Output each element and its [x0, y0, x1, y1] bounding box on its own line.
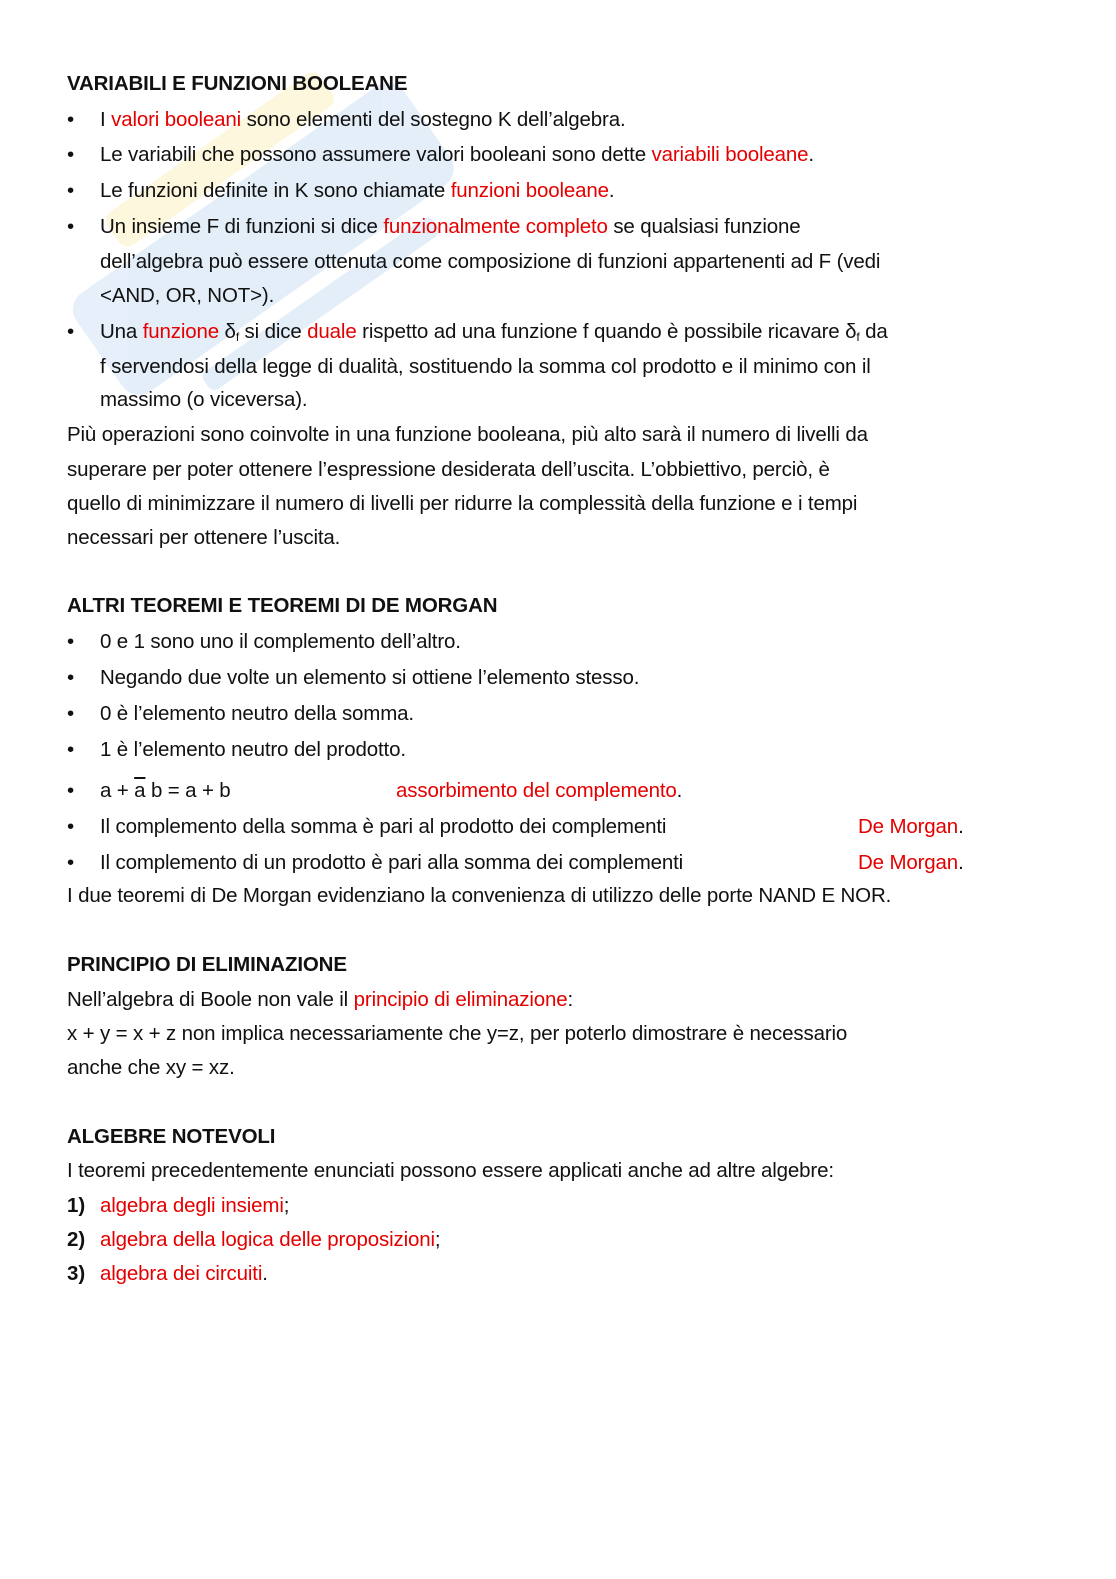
paragraph-line	[67, 492, 857, 516]
text-run: ALTRI TEOREMI E TEOREMI DI DE MORGAN	[67, 594, 498, 617]
text-run: sono elementi del sostegno K dell’algebra.	[241, 108, 626, 131]
bullet-icon: •	[67, 851, 75, 874]
text-run: .	[958, 851, 964, 874]
bullet-icon: •	[67, 738, 75, 761]
highlighted-term: funzioni booleane	[450, 179, 609, 202]
text-run: Le funzioni definite in K sono chiamate	[100, 179, 451, 202]
section-heading	[67, 953, 347, 977]
text-run: PRINCIPIO DI ELIMINAZIONE	[67, 953, 347, 976]
text-run: 1 è l’elemento neutro del prodotto.	[100, 738, 406, 761]
text-run: Una	[100, 320, 143, 343]
paragraph-line	[67, 526, 340, 550]
highlighted-term: duale	[307, 320, 357, 343]
highlighted-term: variabili booleane	[651, 143, 809, 166]
text-run: Un insieme F di funzioni si dice	[100, 215, 384, 238]
text-run: si dice	[239, 320, 308, 343]
text-run: Più operazioni sono coinvolte in una funzione booleana, più alto sarà il numero di livelli da	[67, 423, 868, 446]
list-item-line	[100, 1194, 289, 1218]
paragraph-line	[67, 458, 830, 482]
text-run: Le variabili che possono assumere valori booleani sono dette	[100, 143, 652, 166]
list-item-line	[100, 1262, 268, 1286]
text-run: Il complemento di un prodotto è pari alla somma dei complementi	[100, 851, 684, 874]
text-run: ;	[283, 1194, 290, 1217]
highlighted-term: algebra della logica delle proposizioni	[100, 1228, 435, 1251]
text-run: Il complemento della somma è pari al prodotto dei complementi	[100, 815, 667, 838]
list-number: 2)	[67, 1228, 86, 1251]
text-run: rispetto ad una funzione f quando è possibile ricavare δ	[356, 320, 857, 343]
bullet-icon: •	[67, 143, 75, 166]
paragraph-line	[67, 423, 868, 447]
list-item-line	[100, 1228, 440, 1252]
text-run: I due teoremi di De Morgan evidenziano la convenienza di utilizzo delle porte NAND E NOR.	[67, 884, 892, 907]
text-run: necessari per ottenere l’uscita.	[67, 526, 341, 549]
text-run: Negando due volte un elemento si ottiene l’elemento stesso.	[100, 666, 640, 689]
bullet-icon: •	[67, 630, 75, 653]
paragraph-line	[67, 1159, 834, 1183]
list-item-line	[100, 738, 406, 762]
tabbed-annotation	[858, 851, 964, 875]
section-heading	[67, 594, 497, 618]
list-item-line	[100, 250, 880, 274]
text-run: f	[235, 330, 240, 344]
text-run: f	[856, 330, 860, 344]
text-run: anche che xy = xz.	[67, 1056, 235, 1079]
highlighted-term: De Morgan	[858, 851, 959, 874]
text-run: dell’algebra può essere ottenuta come composizione di funzioni appartenenti ad F (vedi	[100, 250, 881, 273]
highlighted-term: principio di eliminazione	[353, 988, 568, 1011]
text-run: Nell’algebra di Boole non vale il	[67, 988, 354, 1011]
text-run: superare per poter ottenere l’espressione desiderata dell’uscita. L’obbiettivo, perciò, è	[67, 458, 830, 481]
text-run: ALGEBRE NOTEVOLI	[67, 1125, 276, 1148]
list-item-line	[100, 779, 231, 803]
text-run: quello di minimizzare il numero di livelli per ridurre la complessità della funzione e i tempi	[67, 492, 858, 515]
bullet-icon: •	[67, 815, 75, 838]
tabbed-annotation	[396, 779, 682, 803]
bullet-icon: •	[67, 215, 75, 238]
bullet-icon: •	[67, 702, 75, 725]
text-run: .	[262, 1262, 268, 1285]
paragraph-line	[67, 988, 573, 1012]
text-run: .	[958, 815, 964, 838]
text-run: da	[859, 320, 888, 343]
section-heading	[67, 72, 407, 96]
list-item-line	[100, 815, 666, 839]
text-run: .	[608, 179, 615, 202]
paragraph-line	[67, 1056, 235, 1080]
tabbed-annotation	[858, 815, 964, 839]
bullet-icon: •	[67, 179, 75, 202]
text-run: f servendosi della legge di dualità, sostituendo la somma col prodotto e il minimo con il	[100, 355, 871, 378]
negated-variable: $\overline{a}$	[134, 779, 146, 802]
bullet-icon: •	[67, 666, 75, 689]
highlighted-term: De Morgan	[858, 815, 959, 838]
list-item-line	[100, 215, 801, 239]
text-run: b = a + b	[145, 779, 231, 802]
bullet-icon: •	[67, 779, 75, 802]
text-run: 0 è l’elemento neutro della somma.	[100, 702, 414, 725]
list-item-line	[100, 355, 871, 379]
list-item-line	[100, 108, 626, 132]
list-item-line	[100, 284, 274, 308]
list-item-line	[100, 851, 683, 875]
text-run: 0 e 1 sono uno il complemento dell’altro.	[100, 630, 461, 653]
list-item-line	[100, 388, 307, 412]
text-run: x + y = x + z non implica necessariamente che y=z, per poterlo dimostrare è necessario	[67, 1022, 848, 1045]
section-heading	[67, 1125, 275, 1149]
text-run: a +	[100, 779, 135, 802]
text-run: <AND, OR, NOT>).	[100, 284, 275, 307]
list-item-line	[100, 179, 614, 203]
text-run: se qualsiasi funzione	[607, 215, 801, 238]
text-run: I	[100, 108, 112, 131]
text-run: .	[676, 779, 683, 802]
list-item-line	[100, 630, 461, 654]
list-number: 1)	[67, 1194, 86, 1217]
highlighted-term: assorbimento del complemento	[396, 779, 677, 802]
highlighted-term: valori booleani	[111, 108, 242, 131]
list-item-line	[100, 702, 414, 726]
highlighted-term: funzione	[142, 320, 220, 343]
list-item-line	[100, 143, 814, 167]
text-run: VARIABILI E FUNZIONI BOOLEANE	[67, 72, 408, 95]
highlighted-term: funzionalmente completo	[383, 215, 608, 238]
paragraph-line	[67, 1022, 847, 1046]
paragraph-line	[67, 884, 891, 908]
text-run: δ	[219, 320, 236, 343]
text-run: ;	[434, 1228, 441, 1251]
highlighted-term: algebra dei circuiti	[100, 1262, 263, 1285]
bullet-icon: •	[67, 320, 75, 343]
bullet-icon: •	[67, 108, 75, 131]
list-item-line	[100, 666, 639, 690]
text-run: massimo (o viceversa).	[100, 388, 308, 411]
text-run: I teoremi precedentemente enunciati possono essere applicati anche ad altre algebre:	[67, 1159, 834, 1182]
list-item-line	[100, 320, 888, 349]
text-run: .	[808, 143, 814, 166]
text-run: :	[567, 988, 574, 1011]
list-number: 3)	[67, 1262, 86, 1285]
highlighted-term: algebra degli insiemi	[100, 1194, 284, 1217]
